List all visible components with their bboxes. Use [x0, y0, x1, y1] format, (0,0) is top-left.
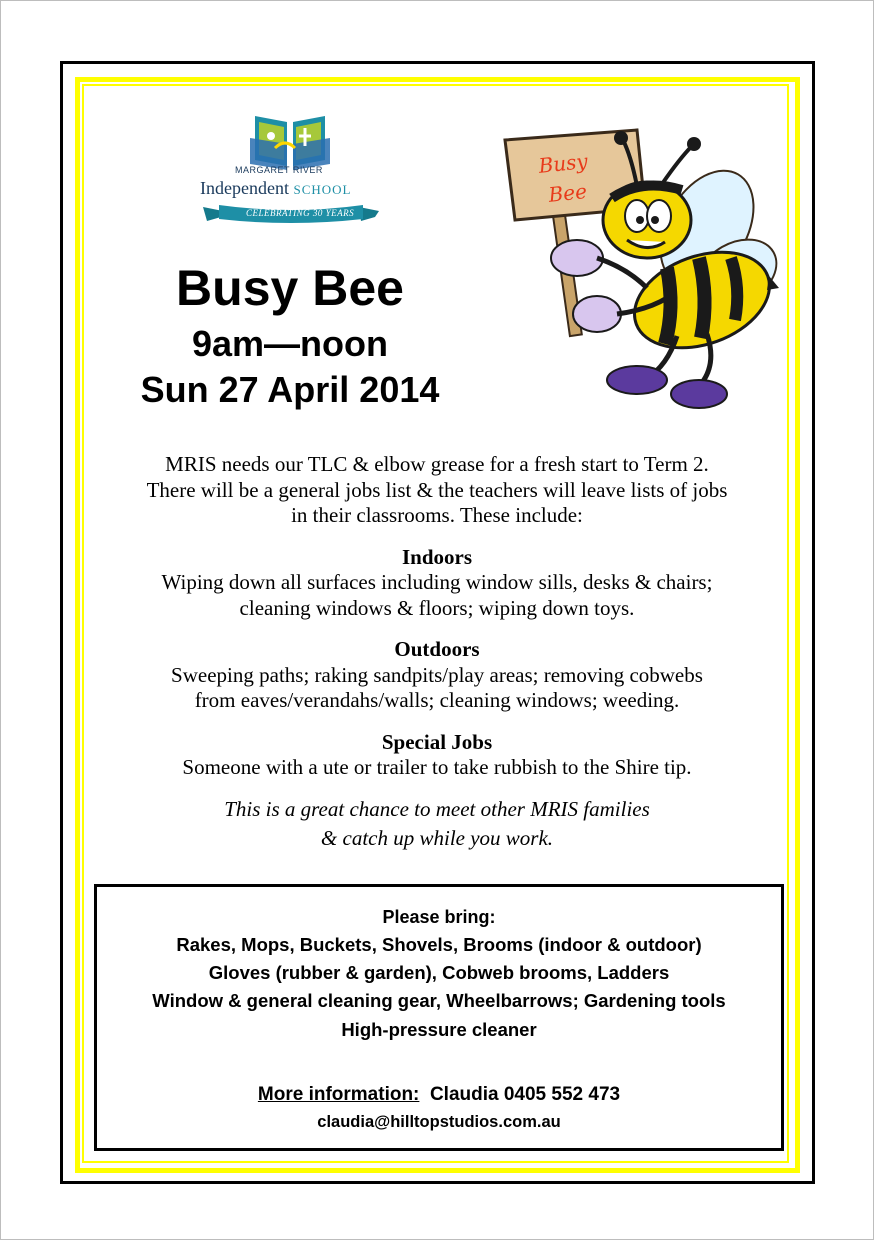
- bee-sign-line-1: Busy: [537, 148, 589, 178]
- event-title: Busy Bee: [176, 260, 404, 316]
- intro-line: in their classrooms. These include:: [291, 503, 583, 527]
- bee-sign-line-2: Bee: [547, 178, 588, 207]
- bring-item: Rakes, Mops, Buckets, Shovels, Brooms (indoor & outdoor): [176, 934, 702, 955]
- logo-ribbon-text: CELEBRATING 30 YEARS: [246, 208, 355, 218]
- section-heading-special-jobs: Special Jobs: [381, 729, 493, 754]
- event-date: Sun 27 April 2014: [140, 369, 440, 410]
- closing-line: & catch up while you work.: [320, 826, 554, 850]
- intro-line: There will be a general jobs list & the teachers will leave lists of jobs: [146, 477, 728, 502]
- contact-email: claudia@hilltopstudios.com.au: [317, 1113, 561, 1131]
- section-heading-outdoors: Outdoors: [394, 637, 480, 661]
- bring-item: High-pressure cleaner: [341, 1019, 537, 1040]
- more-information: [97, 1084, 781, 1106]
- logo-school: SCHOOL: [293, 182, 352, 197]
- bring-heading: Please bring:: [382, 907, 496, 927]
- bring-item: Gloves (rubber & garden), Cobweb brooms, Ladders: [208, 962, 670, 983]
- logo-main-text: [200, 178, 351, 199]
- flyer-body: [90, 452, 784, 854]
- intro-line: MRIS needs our TLC & elbow grease for a fresh start to Term 2.: [165, 452, 709, 476]
- section-line: cleaning windows & floors; wiping down toys.: [239, 595, 635, 620]
- section-line: Wiping down all surfaces including window sills, desks & chairs;: [161, 570, 713, 594]
- bee-cartoon-icon: [487, 108, 789, 416]
- logo-independent: Independent: [200, 178, 289, 198]
- bring-item: Window & general cleaning gear, Wheelbarrows; Gardening tools: [152, 990, 726, 1011]
- more-info-label: More information:: [257, 1084, 420, 1105]
- logo-small-text: MARGARET RIVER: [235, 165, 323, 175]
- section-line: Someone with a ute or trailer to take rubbish to the Shire tip.: [182, 755, 692, 779]
- section-heading-indoors: Indoors: [401, 544, 473, 569]
- contact-details: Claudia 0405 552 473: [429, 1084, 621, 1105]
- section-line: Sweeping paths; raking sandpits/play areas; removing cobwebs: [171, 662, 703, 687]
- please-bring-box: [94, 884, 784, 1151]
- closing-line: This is a great chance to meet other MRIS families: [224, 796, 650, 821]
- section-line: from eaves/verandahs/walls; cleaning windows; weeding.: [194, 688, 680, 712]
- event-time: 9am—noon: [191, 323, 388, 364]
